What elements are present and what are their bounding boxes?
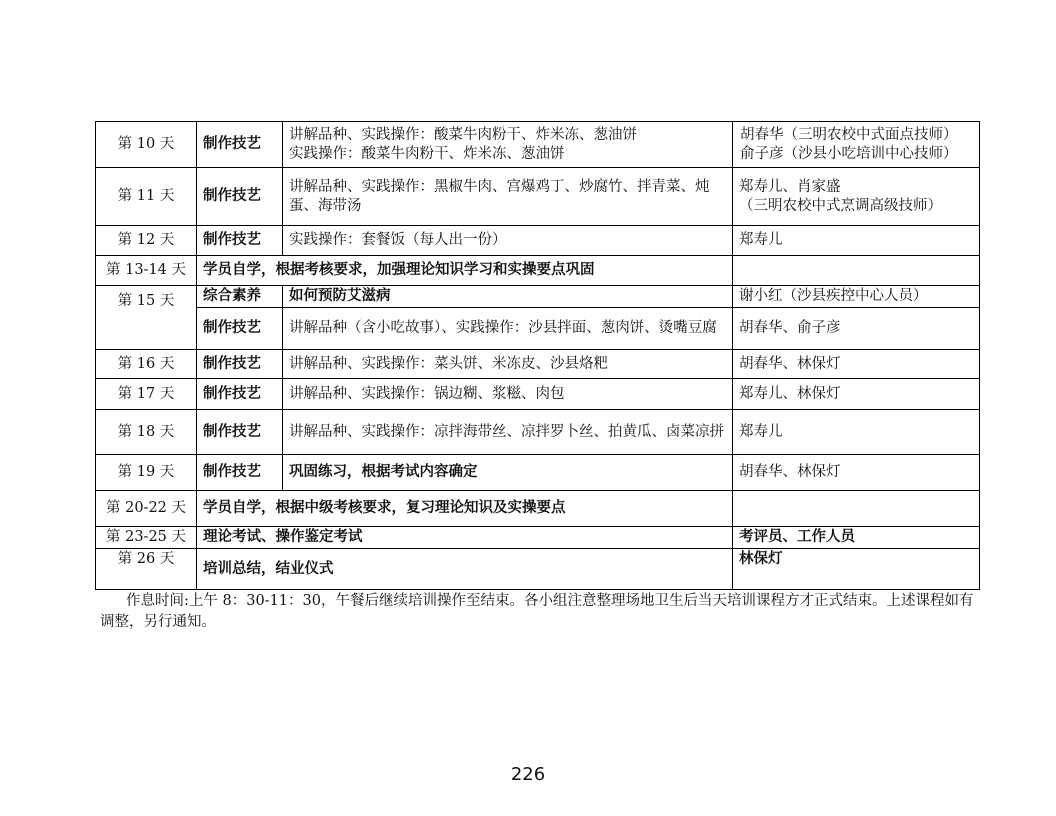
table-row xyxy=(96,286,980,308)
schedule-table xyxy=(95,121,980,590)
instructor-cell: 郑寿儿 xyxy=(733,226,980,256)
table-row xyxy=(96,122,980,168)
category-cell: 制作技艺 xyxy=(197,410,283,455)
instructor-cell: 考评员、工作人员 xyxy=(733,527,980,549)
day-cell: 第 23-25 天 xyxy=(96,527,197,549)
table-row xyxy=(96,379,980,410)
instructor-cell xyxy=(733,491,980,527)
table-row xyxy=(96,455,980,491)
content-cell: 巩固练习，根据考试内容确定 xyxy=(283,455,733,491)
category-cell: 制作技艺 xyxy=(197,308,283,350)
instructor-cell: 郑寿儿、林保灯 xyxy=(733,379,980,410)
day-cell: 第 18 天 xyxy=(96,410,197,455)
instructor-cell: 胡春华、林保灯 xyxy=(733,350,980,379)
category-cell: 制作技艺 xyxy=(197,122,283,168)
instructor-cell: 郑寿儿、肖家盛 （三明农校中式烹调高级技师） xyxy=(733,168,980,226)
instructor-cell: 胡春华、林保灯 xyxy=(733,455,980,491)
content-cell: 讲解品种（含小吃故事）、实践操作：沙县拌面、葱肉饼、烫嘴豆腐 xyxy=(283,308,733,350)
day-cell: 第 10 天 xyxy=(96,122,197,168)
category-cell: 制作技艺 xyxy=(197,226,283,256)
content-cell: 讲解品种、实践操作：锅边糊、浆糍、肉包 xyxy=(283,379,733,410)
day-cell: 第 13-14 天 xyxy=(96,256,197,286)
day-cell: 第 12 天 xyxy=(96,226,197,256)
day-cell: 第 15 天 xyxy=(96,286,197,350)
content-cell: 讲解品种、实践操作：酸菜牛肉粉干、炸米冻、葱油饼 实践操作：酸菜牛肉粉干、炸米冻、葱油饼 xyxy=(283,122,733,168)
table-row xyxy=(96,527,980,549)
instructor-cell: 谢小红（沙县疾控中心人员） xyxy=(733,286,980,308)
content-cell: 讲解品种、实践操作：黑椒牛肉、宫爆鸡丁、炒腐竹、拌青菜、炖蛋、海带汤 xyxy=(283,168,733,226)
day-cell: 第 17 天 xyxy=(96,379,197,410)
content-cell: 讲解品种、实践操作：菜头饼、米冻皮、沙县烙粑 xyxy=(283,350,733,379)
table-row xyxy=(96,491,980,527)
content-cell: 实践操作：套餐饭（每人出一份） xyxy=(283,226,733,256)
table-row xyxy=(96,350,980,379)
category-cell: 制作技艺 xyxy=(197,350,283,379)
table-row xyxy=(96,308,980,350)
content-cell: 学员自学，根据考核要求，加强理论知识学习和实操要点巩固 xyxy=(197,256,733,286)
content-cell: 培训总结，结业仪式 xyxy=(197,549,733,590)
category-cell: 制作技艺 xyxy=(197,168,283,226)
instructor-cell: 胡春华（三明农校中式面点技师） 俞子彦（沙县小吃培训中心技师） xyxy=(733,122,980,168)
category-cell: 综合素养 xyxy=(197,286,283,308)
day-cell: 第 26 天 xyxy=(96,549,197,590)
instructor-cell: 林保灯 xyxy=(733,549,980,590)
table-row xyxy=(96,549,980,590)
content-cell: 理论考试、操作鉴定考试 xyxy=(197,527,733,549)
table-row xyxy=(96,410,980,455)
day-cell: 第 20-22 天 xyxy=(96,491,197,527)
category-cell: 制作技艺 xyxy=(197,455,283,491)
page-number: 226 xyxy=(510,764,546,785)
content-cell: 学员自学，根据中级考核要求，复习理论知识及实操要点 xyxy=(197,491,733,527)
content-cell: 讲解品种、实践操作：凉拌海带丝、凉拌罗卜丝、拍黄瓜、卤菜凉拼 xyxy=(283,410,733,455)
content-cell: 如何预防艾滋病 xyxy=(283,286,733,308)
table-row xyxy=(96,226,980,256)
category-cell: 制作技艺 xyxy=(197,379,283,410)
instructor-cell: 郑寿儿 xyxy=(733,410,980,455)
day-cell: 第 16 天 xyxy=(96,350,197,379)
instructor-cell xyxy=(733,256,980,286)
table-row xyxy=(96,168,980,226)
day-cell: 第 11 天 xyxy=(96,168,197,226)
schedule-note: 作息时间:上午 8：30-11：30，午餐后继续培训操作至结束。各小组注意整理场地卫生后当天培训课程方才正式结束。上述课程如有调整，另行通知。 xyxy=(100,593,974,630)
table-row xyxy=(96,256,980,286)
day-cell: 第 19 天 xyxy=(96,455,197,491)
instructor-cell: 胡春华、俞子彦 xyxy=(733,308,980,350)
